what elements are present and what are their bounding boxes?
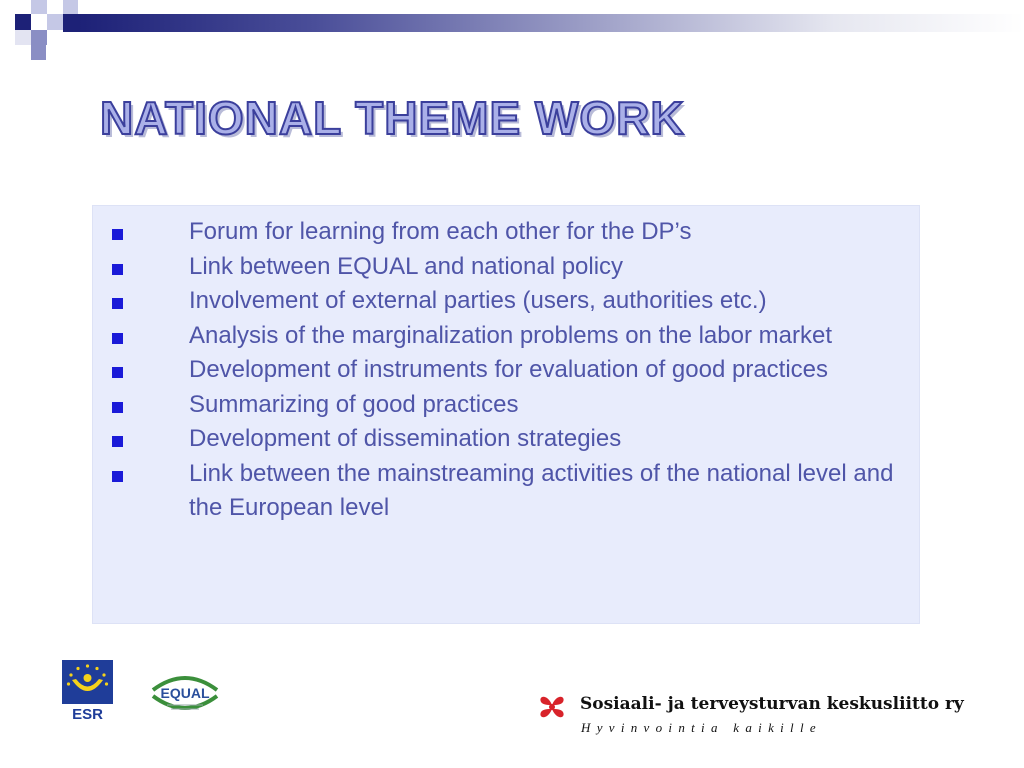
deco-square	[31, 45, 46, 60]
square-bullet-icon	[112, 229, 123, 240]
list-item-text: Link between EQUAL and national policy	[189, 252, 624, 280]
list-item-text: Involvement of external parties (users, authorities etc.)	[189, 287, 767, 314]
list-item-text: Forum for learning from each other for the DP’s	[189, 218, 692, 245]
deco-square	[63, 0, 78, 14]
list-item-text: Link between the mainstreaming activities of the national level and the European level	[189, 459, 894, 521]
list-item	[93, 250, 919, 285]
esr-logo-icon	[62, 660, 113, 722]
deco-square	[47, 14, 63, 30]
list-item-text: Development of dissemination strategies	[189, 425, 622, 452]
bullet-list	[93, 215, 919, 526]
organization-tagline: Hyvinvointia kaikille	[581, 720, 822, 735]
list-item	[93, 319, 919, 354]
header-gradient-bar	[78, 14, 1024, 32]
equal-logo-icon	[143, 668, 227, 718]
content-box	[92, 205, 920, 624]
heart-flower-logo-icon	[535, 690, 569, 724]
deco-square	[63, 14, 78, 32]
square-bullet-icon	[112, 436, 123, 447]
deco-square	[31, 30, 47, 45]
square-bullet-icon	[112, 471, 123, 482]
list-item-text: Analysis of the marginalization problems on the labor market	[189, 321, 832, 349]
square-bullet-icon	[112, 264, 123, 275]
slide-title: NATIONAL THEME WORK	[100, 92, 685, 144]
svg-text:ESR: ESR	[72, 706, 103, 722]
organization-name: Sosiaali- ja terveysturvan keskusliitto ry	[580, 694, 964, 714]
list-item	[93, 422, 919, 457]
square-bullet-icon	[112, 298, 123, 309]
list-item	[93, 388, 919, 423]
list-item-text: Summarizing of good practices	[189, 390, 519, 418]
deco-square	[15, 14, 31, 30]
list-item-text: Development of instruments for evaluation of good practices	[189, 356, 829, 383]
square-bullet-icon	[112, 402, 123, 413]
deco-square	[31, 0, 47, 14]
svg-text:EQUAL: EQUAL	[160, 685, 210, 701]
square-bullet-icon	[112, 367, 123, 378]
list-item	[93, 215, 919, 250]
list-item	[93, 284, 919, 319]
list-item	[93, 353, 919, 388]
deco-square	[15, 30, 31, 45]
square-bullet-icon	[112, 333, 123, 344]
list-item	[93, 457, 919, 526]
